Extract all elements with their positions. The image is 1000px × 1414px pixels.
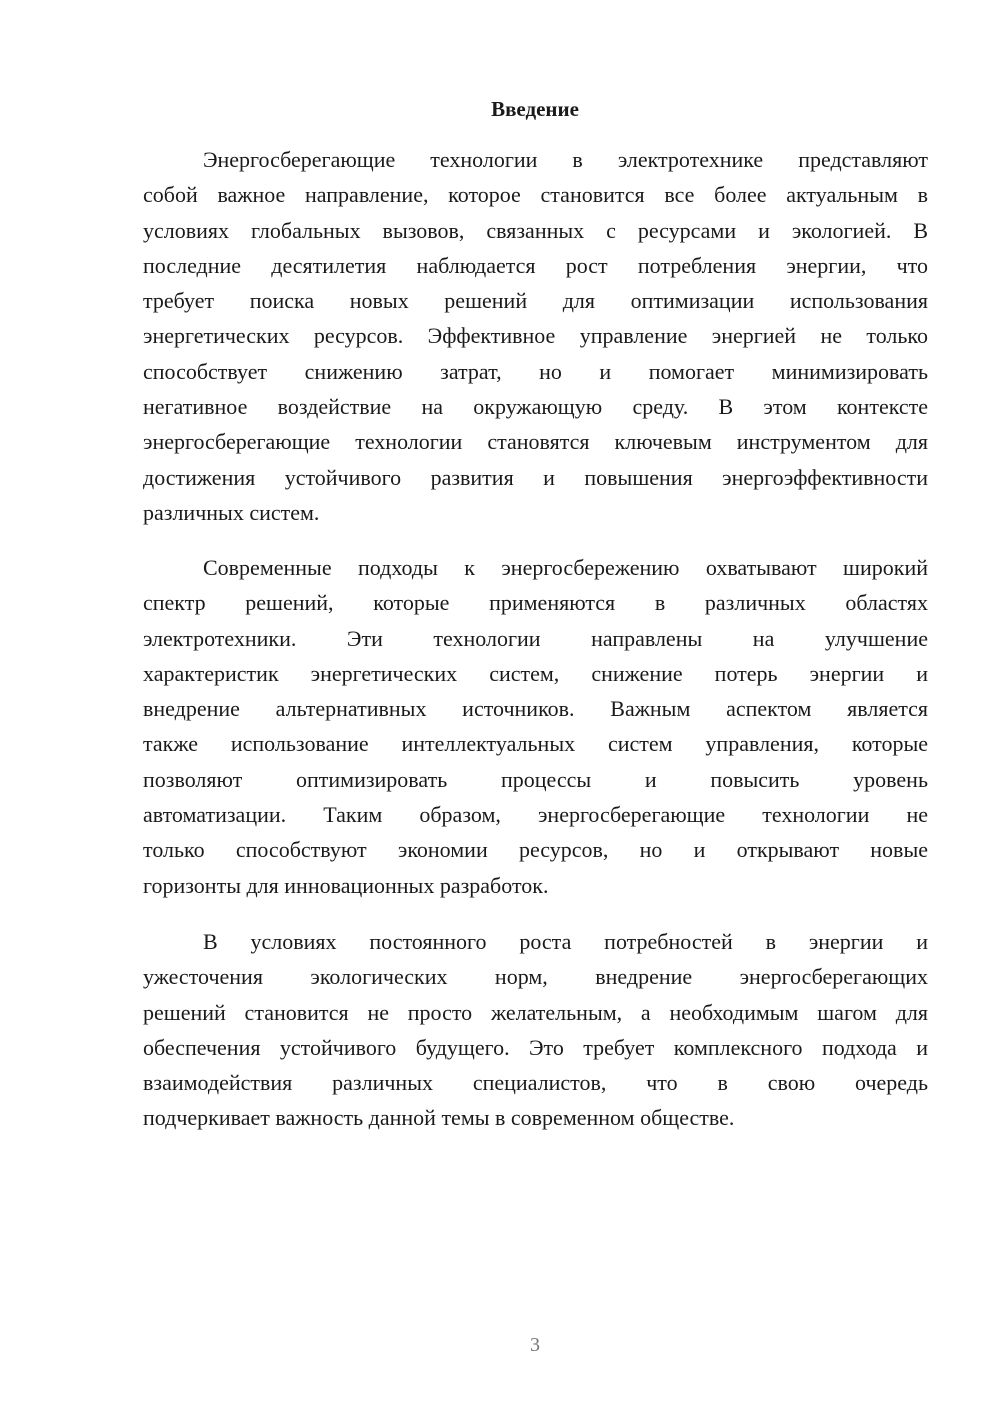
text-line: В условиях постоянного роста потребностей в энергии и <box>203 929 928 954</box>
text-line: энергосберегающие технологии становятся ключевым инструментом для <box>143 429 928 455</box>
text-line: позволяют оптимизировать процессы и повысить уровень <box>143 766 928 792</box>
text-line: различных систем. <box>143 499 320 525</box>
text-line: условиях глобальных вызовов, связанных с ресурсами и экологией. В <box>143 217 928 243</box>
text-line: энергетических ресурсов. Эффективное управление энергией не только <box>143 323 928 349</box>
paragraph-3 <box>143 924 928 1136</box>
text-line: последние десятилетия наблюдается рост потребления энергии, что <box>143 252 928 278</box>
page-number: 3 <box>530 1334 540 1356</box>
text-line: Современные подходы к энергосбережению охватывают широкий <box>203 555 928 580</box>
text-line: способствует снижению затрат, но и помогает минимизировать <box>143 358 928 384</box>
text-line: достижения устойчивого развития и повышения энергоэффективности <box>143 464 928 490</box>
text-line: автоматизации. Таким образом, энергосберегающие технологии не <box>143 802 928 828</box>
text-line: Энергосберегающие технологии в электротехнике представляют <box>203 147 928 172</box>
text-line: собой важное направление, которое становится все более актуальным в <box>143 182 928 208</box>
text-line: только способствуют экономии ресурсов, но и открывают новые <box>143 837 928 863</box>
text-line: подчеркивает важность данной темы в современном обществе. <box>143 1105 735 1131</box>
text-line: характеристик энергетических систем, снижение потерь энергии и <box>143 660 928 686</box>
text-line: решений становится не просто желательным, а необходимым шагом для <box>143 999 928 1025</box>
text-line: обеспечения устойчивого будущего. Это требует комплексного подхода и <box>143 1034 928 1060</box>
text-line: негативное воздействие на окружающую среду. В этом контексте <box>143 394 928 420</box>
text-line: требует поиска новых решений для оптимизации использования <box>143 288 928 314</box>
text-line: ужесточения экологических норм, внедрение энергосберегающих <box>143 964 928 990</box>
text-line: спектр решений, которые применяются в различных областях <box>143 590 928 616</box>
text-line: горизонты для инновационных разработок. <box>143 872 549 898</box>
text-line: взаимодействия различных специалистов, что в свою очередь <box>143 1070 928 1096</box>
paragraph-2 <box>143 550 928 903</box>
section-title: Введение <box>491 97 579 121</box>
text-line: внедрение альтернативных источников. Важным аспектом является <box>143 696 928 722</box>
text-line: также использование интеллектуальных систем управления, которые <box>143 731 928 757</box>
paragraph-1 <box>143 142 928 530</box>
text-line: электротехники. Эти технологии направлены на улучшение <box>143 625 928 651</box>
